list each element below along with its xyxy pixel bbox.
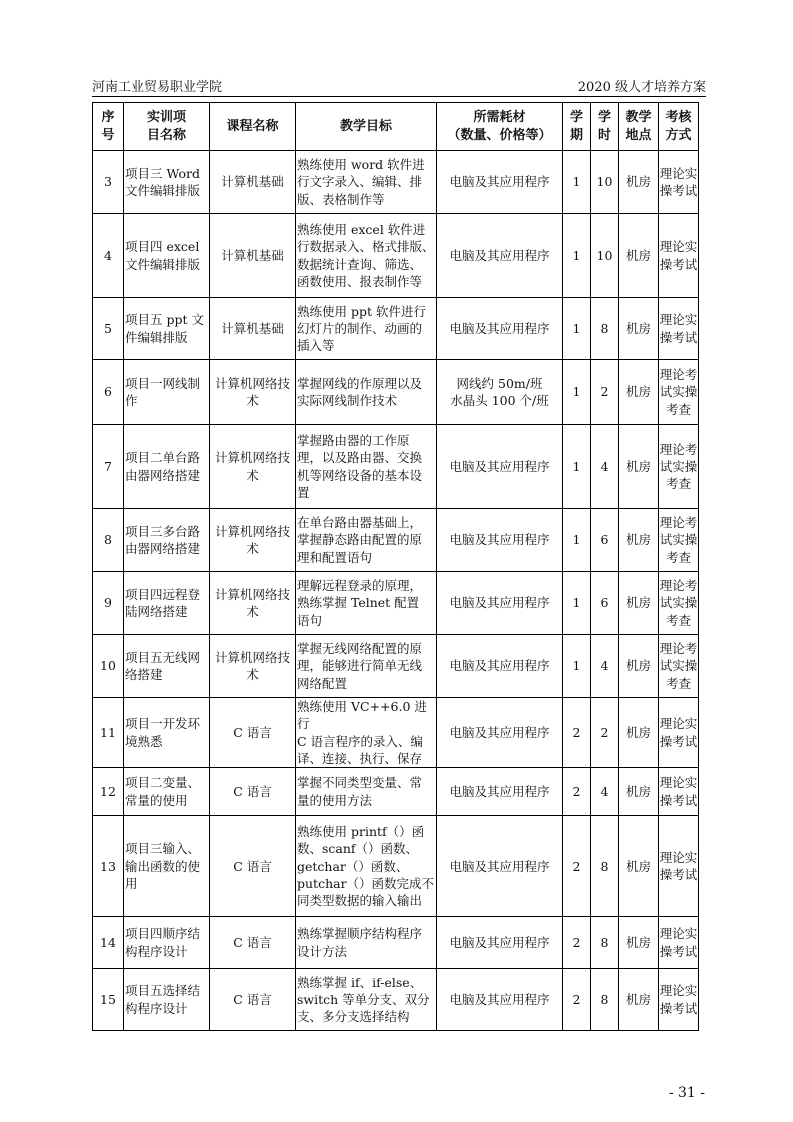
cell-no: 15 [93,969,124,1031]
cell-goal: 掌握网线的作原理以及 实际网线制作技术 [296,360,437,425]
cell-hours: 4 [591,425,619,509]
cell-supplies: 电脑及其应用程序 [437,635,563,698]
cell-supplies: 电脑及其应用程序 [437,572,563,635]
cell-no: 13 [93,816,124,917]
table-row [93,425,699,509]
cell-project-name: 项目一开发环 境熟悉 [124,698,210,768]
cell-term: 1 [563,572,591,635]
cell-goal: 掌握路由器的工作原 理，以及路由器、交换 机等网络设备的基本设 置 [296,425,437,509]
cell-no: 10 [93,635,124,698]
cell-project-name: 项目四顺序结 构程序设计 [124,917,210,969]
cell-course: C 语言 [210,816,296,917]
cell-term: 1 [563,425,591,509]
cell-course: C 语言 [210,698,296,768]
cell-supplies: 电脑及其应用程序 [437,768,563,816]
cell-place: 机房 [619,698,659,768]
cell-exam: 理论实 操考试 [659,917,699,969]
cell-supplies: 电脑及其应用程序 [437,298,563,360]
cell-project-name: 项目五无线网 络搭建 [124,635,210,698]
col-exam-header: 考核 方式 [659,103,699,151]
cell-course: 计算机基础 [210,151,296,214]
cell-goal: 掌握不同类型变量、常 量的使用方法 [296,768,437,816]
cell-exam: 理论考 试实操 考查 [659,360,699,425]
cell-goal: 熟练使用 ppt 软件进行 幻灯片的制作、动画的 插入等 [296,298,437,360]
cell-term: 1 [563,298,591,360]
cell-project-name: 项目二变量、 常量的使用 [124,768,210,816]
cell-course: 计算机基础 [210,214,296,298]
cell-hours: 4 [591,635,619,698]
cell-place: 机房 [619,509,659,572]
cell-hours: 6 [591,572,619,635]
cell-exam: 理论考 试实操 考查 [659,425,699,509]
cell-exam: 理论实 操考试 [659,151,699,214]
cell-course: 计算机网络技 术 [210,635,296,698]
cell-exam: 理论考 试实操 考查 [659,635,699,698]
cell-course: 计算机网络技 术 [210,572,296,635]
col-hours-header: 学 时 [591,103,619,151]
cell-goal: 熟练使用 excel 软件进 行数据录入、格式排版、 数据统计查询、筛选、 函数使用、报表制作等 [296,214,437,298]
cell-supplies: 电脑及其应用程序 [437,509,563,572]
table-row [93,969,699,1031]
cell-hours: 6 [591,509,619,572]
cell-exam: 理论考 试实操 考查 [659,572,699,635]
table-row [93,572,699,635]
cell-hours: 8 [591,969,619,1031]
cell-no: 4 [93,214,124,298]
cell-no: 11 [93,698,124,768]
cell-term: 1 [563,151,591,214]
table-row [93,360,699,425]
table-row [93,635,699,698]
cell-hours: 4 [591,768,619,816]
cell-exam: 理论实 操考试 [659,698,699,768]
cell-term: 2 [563,917,591,969]
col-no-header: 序 号 [93,103,124,151]
page-number: - 31 - [668,1085,705,1101]
cell-project-name: 项目四 excel 文件编辑排版 [124,214,210,298]
cell-supplies: 电脑及其应用程序 [437,917,563,969]
cell-term: 2 [563,768,591,816]
cell-place: 机房 [619,917,659,969]
cell-place: 机房 [619,635,659,698]
cell-exam: 理论考 试实操 考查 [659,509,699,572]
cell-hours: 10 [591,151,619,214]
cell-term: 1 [563,214,591,298]
cell-goal: 在单台路由器基础上， 掌握静态路由配置的原 理和配置语句 [296,509,437,572]
cell-goal: 熟练使用 VC++6.0 进行 C 语言程序的录入、编 译、连接、执行、保存 [296,698,437,768]
cell-place: 机房 [619,425,659,509]
cell-project-name: 项目四远程登 陆网络搭建 [124,572,210,635]
cell-goal: 熟练掌握顺序结构程序 设计方法 [296,917,437,969]
cell-hours: 8 [591,298,619,360]
cell-no: 14 [93,917,124,969]
cell-hours: 8 [591,917,619,969]
table-row [93,917,699,969]
cell-project-name: 项目二单台路 由器网络搭建 [124,425,210,509]
table-row [93,698,699,768]
cell-place: 机房 [619,298,659,360]
cell-no: 12 [93,768,124,816]
col-place-header: 教学 地点 [619,103,659,151]
cell-course: 计算机网络技 术 [210,509,296,572]
cell-supplies: 电脑及其应用程序 [437,425,563,509]
table-row [93,816,699,917]
table-row [93,768,699,816]
table-row [93,298,699,360]
cell-term: 1 [563,635,591,698]
cell-no: 8 [93,509,124,572]
cell-course: 计算机网络技 术 [210,425,296,509]
cell-exam: 理论实 操考试 [659,969,699,1031]
header-school-name: 河南工业贸易职业学院 [92,80,223,95]
cell-exam: 理论实 操考试 [659,816,699,917]
cell-supplies: 电脑及其应用程序 [437,151,563,214]
cell-no: 3 [93,151,124,214]
table-row [93,509,699,572]
col-supplies-header: 所需耗材 （数量、价格等） [437,103,563,151]
cell-place: 机房 [619,214,659,298]
cell-course: 计算机基础 [210,298,296,360]
cell-course: C 语言 [210,917,296,969]
cell-supplies: 电脑及其应用程序 [437,698,563,768]
col-term-header: 学 期 [563,103,591,151]
cell-term: 1 [563,509,591,572]
cell-goal: 熟练掌握 if、if-else、 switch 等单分支、双分 支、多分支选择结构 [296,969,437,1031]
cell-term: 2 [563,698,591,768]
cell-supplies: 电脑及其应用程序 [437,214,563,298]
cell-project-name: 项目三输入、 输出函数的使 用 [124,816,210,917]
cell-goal: 熟练使用 printf（）函 数、scanf（）函数、 getchar（）函数、 putchar（）函数完成不 同类型数据的输入输出 [296,816,437,917]
cell-place: 机房 [619,969,659,1031]
cell-exam: 理论实 操考试 [659,214,699,298]
cell-no: 7 [93,425,124,509]
cell-project-name: 项目五 ppt 文 件编辑排版 [124,298,210,360]
cell-place: 机房 [619,572,659,635]
cell-no: 6 [93,360,124,425]
cell-course: C 语言 [210,969,296,1031]
cell-place: 机房 [619,151,659,214]
col-goal-header: 教学目标 [296,103,437,151]
cell-project-name: 项目三 Word 文件编辑排版 [124,151,210,214]
cell-hours: 2 [591,360,619,425]
training-projects-table [92,102,699,1031]
cell-place: 机房 [619,360,659,425]
cell-course: 计算机网络技 术 [210,360,296,425]
header-doc-title: 2020 级人才培养方案 [577,80,706,95]
cell-goal: 理解远程登录的原理， 熟练掌握 Telnet 配置 语句 [296,572,437,635]
cell-place: 机房 [619,768,659,816]
cell-term: 2 [563,969,591,1031]
table-row [93,214,699,298]
cell-course: C 语言 [210,768,296,816]
cell-exam: 理论实 操考试 [659,768,699,816]
cell-goal: 熟练使用 word 软件进 行文字录入、编辑、排 版、表格制作等 [296,151,437,214]
cell-project-name: 项目三多台路 由器网络搭建 [124,509,210,572]
cell-hours: 8 [591,816,619,917]
col-course-header: 课程名称 [210,103,296,151]
header-rule [92,96,706,97]
table-header-row [93,103,699,151]
cell-place: 机房 [619,816,659,917]
cell-project-name: 项目一网线制 作 [124,360,210,425]
cell-supplies: 电脑及其应用程序 [437,969,563,1031]
col-project-name-header: 实训项 目名称 [124,103,210,151]
cell-project-name: 项目五选择结 构程序设计 [124,969,210,1031]
page-header [92,76,706,96]
cell-hours: 10 [591,214,619,298]
cell-no: 5 [93,298,124,360]
cell-no: 9 [93,572,124,635]
cell-exam: 理论实 操考试 [659,298,699,360]
cell-term: 1 [563,360,591,425]
cell-supplies: 网线约 50m/班 水晶头 100 个/班 [437,360,563,425]
cell-hours: 2 [591,698,619,768]
cell-goal: 掌握无线网络配置的原 理，能够进行简单无线 网络配置 [296,635,437,698]
cell-term: 2 [563,816,591,917]
table-row [93,151,699,214]
cell-supplies: 电脑及其应用程序 [437,816,563,917]
